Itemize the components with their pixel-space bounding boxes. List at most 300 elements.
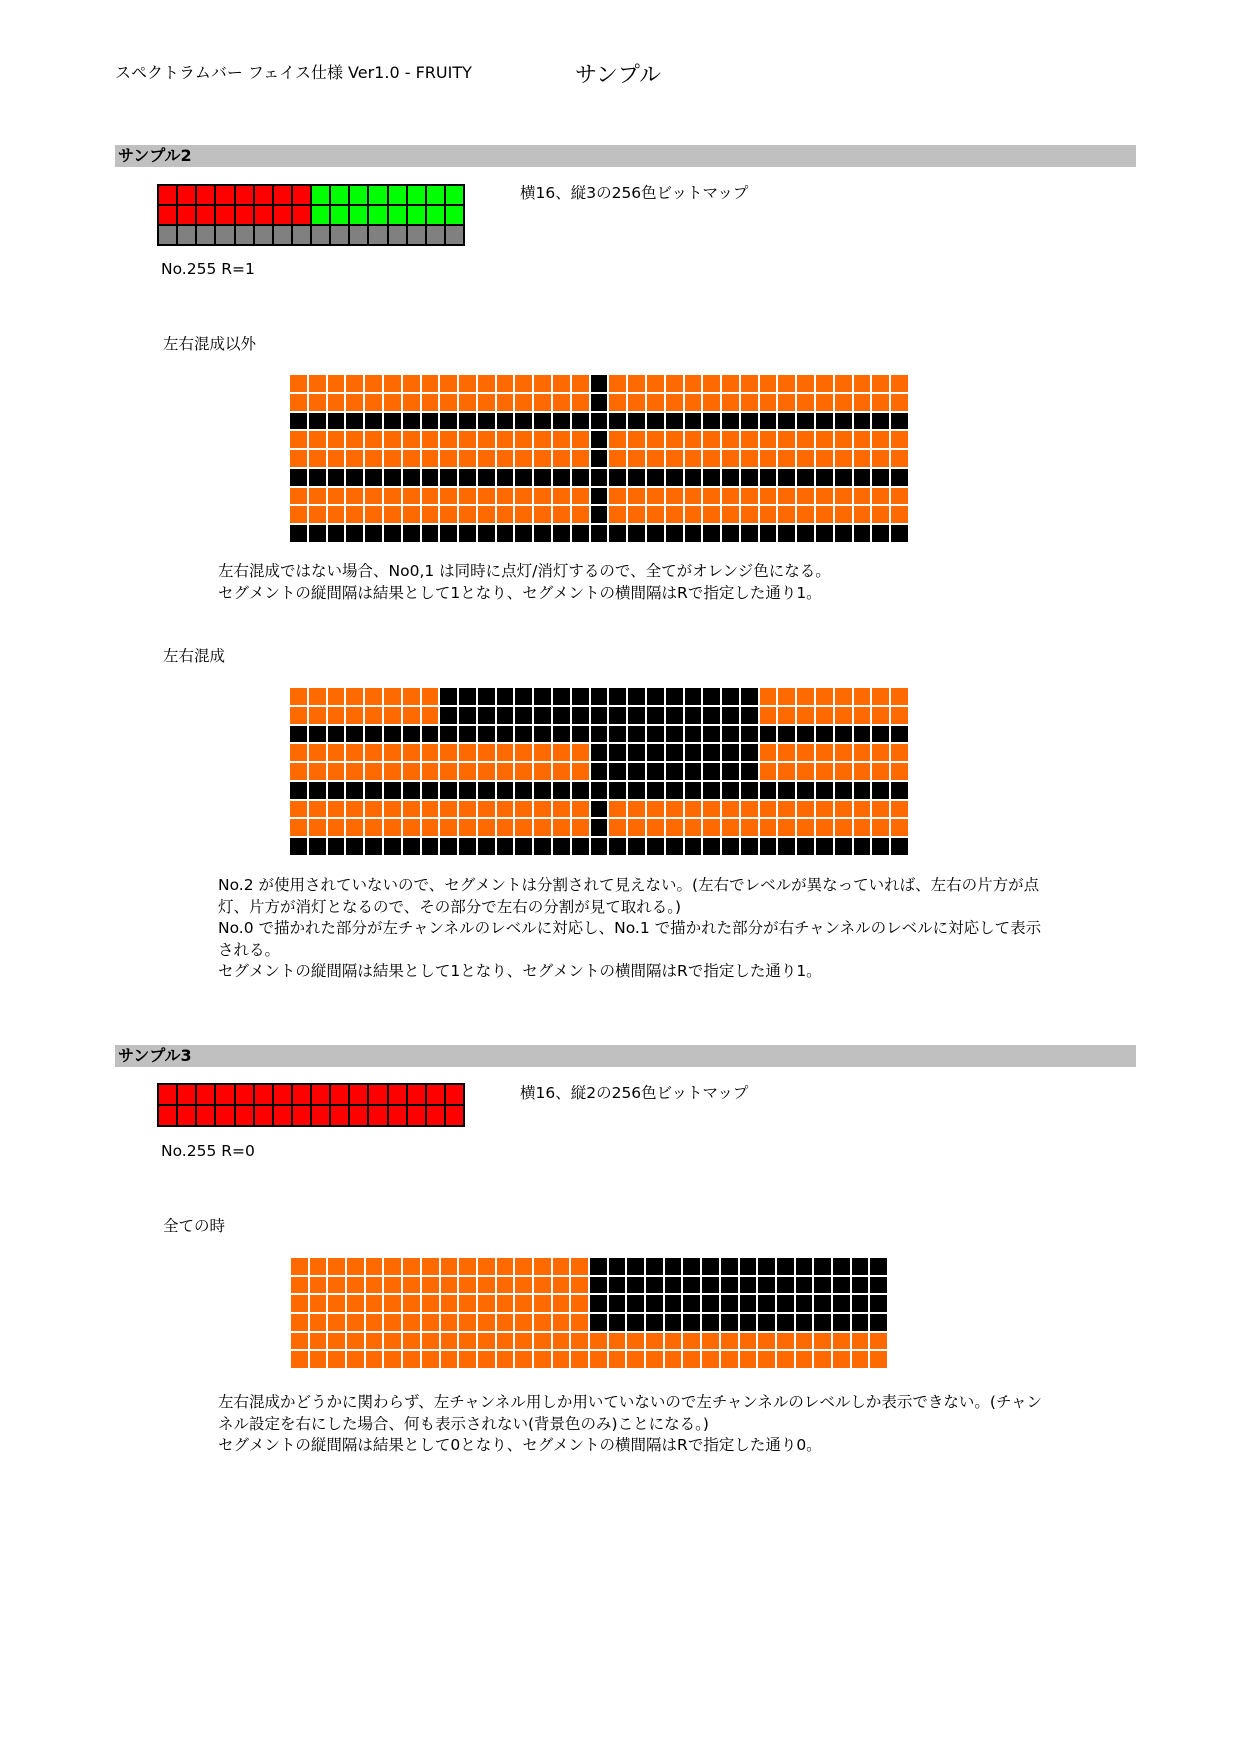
segment-cell <box>572 763 589 780</box>
segment-cell <box>365 394 382 411</box>
segment-cell <box>403 450 420 467</box>
text-line: 左右混成ではない場合、No0,1 は同時に点灯/消灯するので、全てがオレンジ色になる。 <box>218 562 831 580</box>
segment-cell <box>290 688 307 705</box>
segment-cell <box>365 488 382 505</box>
segment-cell <box>685 506 702 523</box>
segment-cell <box>854 431 871 448</box>
segment-cell <box>178 1106 195 1125</box>
segment-cell <box>835 688 852 705</box>
segment-cell <box>459 801 476 818</box>
segment-cell <box>609 469 626 486</box>
segment-cell <box>478 744 495 761</box>
text-line: ネル設定を右にした場合、何も表示されない(背景色のみ)ことになる。) <box>218 1414 709 1433</box>
segment-cell <box>869 1277 888 1294</box>
segment-cell <box>421 1258 440 1275</box>
segment-cell <box>328 450 345 467</box>
segment-cell <box>534 688 551 705</box>
segment-cell <box>628 838 645 855</box>
segment-cell <box>440 819 457 836</box>
segment-cell <box>440 469 457 486</box>
text-line: No.2 が使用されていないので、セグメントは分割されて見えない。(左右でレベルが異なっていれば、左右の片方が点 <box>218 876 1040 894</box>
segment-cell <box>797 525 814 542</box>
segment-cell <box>553 763 570 780</box>
segment-cell <box>197 186 214 204</box>
segment-cell <box>383 1314 402 1331</box>
segment-cell <box>703 375 720 392</box>
segment-cell <box>760 469 777 486</box>
segment-cell <box>797 688 814 705</box>
segment-cell <box>533 1277 552 1294</box>
segment-cell <box>422 431 439 448</box>
segment-cell <box>645 1333 664 1350</box>
segment-cell <box>309 782 326 799</box>
segment-cell <box>346 726 363 743</box>
segment-cell <box>178 186 195 204</box>
sample3-bitmap-desc: 横16、縦2の256色ビットマップ <box>520 1084 749 1102</box>
segment-cell <box>328 469 345 486</box>
segment-cell <box>757 1277 776 1294</box>
segment-cell <box>872 525 889 542</box>
segment-cell <box>778 801 795 818</box>
segment-cell <box>427 1106 444 1125</box>
segment-cell <box>534 838 551 855</box>
segment-cell <box>760 506 777 523</box>
segment-cell <box>458 1277 477 1294</box>
segment-cell <box>422 450 439 467</box>
segment-cell <box>440 801 457 818</box>
segment-cell <box>309 819 326 836</box>
segment-cell <box>365 744 382 761</box>
segment-cell <box>797 726 814 743</box>
segment-cell <box>446 186 463 204</box>
segment-cell <box>722 431 739 448</box>
segment-cell <box>290 394 307 411</box>
segment-cell <box>851 1295 870 1312</box>
segment-cell <box>835 838 852 855</box>
segment-cell <box>422 726 439 743</box>
segment-cell <box>739 1258 758 1275</box>
segment-cell <box>666 819 683 836</box>
segment-cell <box>403 707 420 724</box>
segment-cell <box>478 431 495 448</box>
segment-cell <box>369 1085 386 1104</box>
segment-cell <box>647 707 664 724</box>
segment-cell <box>478 469 495 486</box>
segment-cell <box>331 186 348 204</box>
segment-cell <box>776 1351 795 1368</box>
segment-cell <box>572 744 589 761</box>
segment-cell <box>216 1085 233 1104</box>
segment-cell <box>290 801 307 818</box>
document-title: スペクトラムバー フェイス仕様 Ver1.0 - FRUITY <box>115 63 472 82</box>
text-line: No.0 で描かれた部分が左チャンネルのレベルに対応し、No.1 で描かれた部分が右チャンネルのレベルに対応して表示 <box>218 919 1042 937</box>
segment-cell <box>312 1085 329 1104</box>
segment-cell <box>608 1351 627 1368</box>
segment-cell <box>159 226 176 244</box>
segment-cell <box>891 431 908 448</box>
segment-cell <box>703 782 720 799</box>
segment-cell <box>572 801 589 818</box>
segment-cell <box>421 1351 440 1368</box>
segment-cell <box>497 488 514 505</box>
segment-cell <box>293 186 310 204</box>
segment-cell <box>384 394 401 411</box>
segment-cell <box>816 488 833 505</box>
segment-cell <box>515 431 532 448</box>
segment-cell <box>290 726 307 743</box>
segment-cell <box>533 1258 552 1275</box>
segment-cell <box>312 186 329 204</box>
segment-cell <box>497 431 514 448</box>
segment-cell <box>666 763 683 780</box>
segment-cell <box>628 525 645 542</box>
segment-cell <box>854 450 871 467</box>
segment-cell <box>309 707 326 724</box>
segment-cell <box>685 763 702 780</box>
segment-cell <box>458 1314 477 1331</box>
segment-cell <box>797 394 814 411</box>
segment-cell <box>835 782 852 799</box>
segment-cell <box>647 506 664 523</box>
segment-cell <box>703 431 720 448</box>
segment-cell <box>365 375 382 392</box>
segment-cell <box>720 1333 739 1350</box>
segment-cell <box>739 1351 758 1368</box>
segment-cell <box>608 1333 627 1350</box>
segment-cell <box>350 186 367 204</box>
segment-cell <box>664 1258 683 1275</box>
segment-cell <box>757 1295 776 1312</box>
segment-cell <box>515 506 532 523</box>
segment-cell <box>534 819 551 836</box>
segment-cell <box>835 525 852 542</box>
segment-cell <box>891 782 908 799</box>
segment-cell <box>346 450 363 467</box>
segment-cell <box>383 1277 402 1294</box>
segment-cell <box>312 226 329 244</box>
segment-cell <box>647 469 664 486</box>
segment-cell <box>309 744 326 761</box>
segment-cell <box>591 838 608 855</box>
segment-cell <box>478 688 495 705</box>
segment-cell <box>891 413 908 430</box>
segment-cell <box>403 819 420 836</box>
segment-cell <box>553 488 570 505</box>
segment-cell <box>647 450 664 467</box>
segment-cell <box>553 838 570 855</box>
segment-cell <box>835 763 852 780</box>
segment-cell <box>478 488 495 505</box>
segment-cell <box>609 394 626 411</box>
segment-cell <box>722 744 739 761</box>
segment-cell <box>891 688 908 705</box>
segment-cell <box>346 688 363 705</box>
segment-cell <box>872 819 889 836</box>
segment-cell <box>459 707 476 724</box>
segment-cell <box>795 1333 814 1350</box>
segment-cell <box>312 1106 329 1125</box>
segment-cell <box>328 838 345 855</box>
segment-cell <box>741 506 758 523</box>
segment-cell <box>778 506 795 523</box>
segment-cell <box>572 819 589 836</box>
segment-cell <box>350 206 367 224</box>
sample2-section-label: サンプル2 <box>118 146 192 165</box>
segment-cell <box>572 688 589 705</box>
segment-cell <box>778 819 795 836</box>
segment-cell <box>402 1314 421 1331</box>
segment-cell <box>446 1085 463 1104</box>
segment-cell <box>609 488 626 505</box>
segment-cell <box>422 782 439 799</box>
segment-cell <box>589 1258 608 1275</box>
segment-cell <box>422 525 439 542</box>
segment-cell <box>816 413 833 430</box>
text-line: 灯、片方が消灯となるので、その部分で左右の分割が見て取れる。) <box>218 897 681 916</box>
segment-cell <box>384 707 401 724</box>
segment-cell <box>741 707 758 724</box>
segment-cell <box>421 1277 440 1294</box>
segment-cell <box>255 226 272 244</box>
segment-cell <box>459 394 476 411</box>
segment-cell <box>255 1085 272 1104</box>
segment-cell <box>421 1295 440 1312</box>
segment-cell <box>647 688 664 705</box>
segment-cell <box>572 707 589 724</box>
segment-cell <box>816 688 833 705</box>
segment-cell <box>534 707 551 724</box>
segment-cell <box>591 707 608 724</box>
segment-cell <box>478 801 495 818</box>
segment-cell <box>872 744 889 761</box>
segment-cell <box>365 431 382 448</box>
segment-cell <box>346 801 363 818</box>
segment-cell <box>440 1351 459 1368</box>
segment-cell <box>682 1314 701 1331</box>
segment-cell <box>797 763 814 780</box>
text-line: セグメントの縦間隔は結果として1となり、セグメントの横間隔はRで指定した通り1。 <box>218 962 822 980</box>
segment-cell <box>851 1314 870 1331</box>
segment-cell <box>534 801 551 818</box>
segment-cell <box>741 744 758 761</box>
segment-cell <box>552 1277 571 1294</box>
segment-cell <box>664 1277 683 1294</box>
segment-cell <box>572 394 589 411</box>
segment-cell <box>854 506 871 523</box>
segment-cell <box>626 1333 645 1350</box>
segment-cell <box>741 413 758 430</box>
sample2-case1-display <box>290 375 908 542</box>
segment-cell <box>797 782 814 799</box>
segment-cell <box>515 525 532 542</box>
segment-cell <box>872 688 889 705</box>
segment-cell <box>440 413 457 430</box>
segment-cell <box>497 819 514 836</box>
segment-cell <box>647 726 664 743</box>
segment-cell <box>628 488 645 505</box>
segment-cell <box>459 431 476 448</box>
segment-cell <box>497 744 514 761</box>
segment-cell <box>496 1333 515 1350</box>
segment-cell <box>459 525 476 542</box>
segment-cell <box>477 1258 496 1275</box>
segment-cell <box>365 819 382 836</box>
segment-cell <box>778 838 795 855</box>
segment-cell <box>851 1277 870 1294</box>
segment-cell <box>647 838 664 855</box>
segment-cell <box>514 1333 533 1350</box>
segment-cell <box>626 1258 645 1275</box>
segment-cell <box>609 819 626 836</box>
segment-cell <box>293 206 310 224</box>
segment-cell <box>778 744 795 761</box>
segment-cell <box>701 1333 720 1350</box>
segment-cell <box>440 763 457 780</box>
segment-cell <box>328 525 345 542</box>
segment-cell <box>236 226 253 244</box>
segment-cell <box>797 469 814 486</box>
segment-cell <box>628 744 645 761</box>
segment-cell <box>459 413 476 430</box>
segment-cell <box>553 450 570 467</box>
segment-cell <box>255 1106 272 1125</box>
segment-cell <box>290 1333 309 1350</box>
segment-cell <box>553 782 570 799</box>
sample2-bitmap-desc: 横16、縦3の256色ビットマップ <box>520 184 749 202</box>
segment-cell <box>854 782 871 799</box>
segment-cell <box>760 394 777 411</box>
sample3-case-display <box>290 1258 888 1368</box>
segment-cell <box>591 726 608 743</box>
segment-cell <box>797 744 814 761</box>
segment-cell <box>403 413 420 430</box>
segment-cell <box>514 1295 533 1312</box>
segment-cell <box>328 763 345 780</box>
segment-cell <box>609 744 626 761</box>
segment-cell <box>403 838 420 855</box>
segment-cell <box>365 1258 384 1275</box>
segment-cell <box>497 782 514 799</box>
segment-cell <box>327 1277 346 1294</box>
segment-cell <box>515 819 532 836</box>
segment-cell <box>628 801 645 818</box>
segment-cell <box>290 525 307 542</box>
segment-cell <box>609 375 626 392</box>
sample2-params: No.255 R=1 <box>161 260 255 278</box>
segment-cell <box>553 431 570 448</box>
segment-cell <box>854 488 871 505</box>
segment-cell <box>854 525 871 542</box>
segment-cell <box>722 726 739 743</box>
segment-cell <box>365 763 382 780</box>
segment-cell <box>778 707 795 724</box>
segment-cell <box>609 782 626 799</box>
segment-cell <box>722 394 739 411</box>
segment-cell <box>515 763 532 780</box>
segment-cell <box>609 525 626 542</box>
segment-cell <box>591 688 608 705</box>
segment-cell <box>666 431 683 448</box>
segment-cell <box>703 688 720 705</box>
segment-cell <box>572 506 589 523</box>
segment-cell <box>274 1085 291 1104</box>
segment-cell <box>159 1085 176 1104</box>
sample3-source-bitmap <box>157 1083 465 1127</box>
segment-cell <box>440 488 457 505</box>
segment-cell <box>572 782 589 799</box>
segment-cell <box>255 206 272 224</box>
segment-cell <box>440 1314 459 1331</box>
segment-cell <box>682 1277 701 1294</box>
segment-cell <box>854 838 871 855</box>
segment-cell <box>647 763 664 780</box>
segment-cell <box>216 226 233 244</box>
segment-cell <box>384 506 401 523</box>
segment-cell <box>685 819 702 836</box>
segment-cell <box>384 782 401 799</box>
segment-cell <box>290 1351 309 1368</box>
segment-cell <box>609 506 626 523</box>
segment-cell <box>757 1333 776 1350</box>
segment-cell <box>497 688 514 705</box>
segment-cell <box>553 375 570 392</box>
segment-cell <box>365 413 382 430</box>
segment-cell <box>346 469 363 486</box>
segment-cell <box>664 1351 683 1368</box>
segment-cell <box>422 506 439 523</box>
segment-cell <box>365 782 382 799</box>
segment-cell <box>384 819 401 836</box>
segment-cell <box>891 819 908 836</box>
segment-cell <box>408 1085 425 1104</box>
segment-cell <box>703 707 720 724</box>
segment-cell <box>645 1277 664 1294</box>
segment-cell <box>365 838 382 855</box>
segment-cell <box>835 801 852 818</box>
segment-cell <box>534 488 551 505</box>
segment-cell <box>797 413 814 430</box>
segment-cell <box>478 782 495 799</box>
segment-cell <box>795 1314 814 1331</box>
segment-cell <box>422 413 439 430</box>
segment-cell <box>591 763 608 780</box>
segment-cell <box>741 838 758 855</box>
segment-cell <box>458 1295 477 1312</box>
segment-cell <box>328 413 345 430</box>
segment-cell <box>741 801 758 818</box>
segment-cell <box>290 838 307 855</box>
segment-cell <box>408 226 425 244</box>
segment-cell <box>328 744 345 761</box>
segment-cell <box>816 763 833 780</box>
segment-cell <box>427 206 444 224</box>
segment-cell <box>422 819 439 836</box>
segment-cell <box>813 1333 832 1350</box>
segment-cell <box>365 1314 384 1331</box>
segment-cell <box>682 1258 701 1275</box>
segment-cell <box>422 801 439 818</box>
segment-cell <box>478 450 495 467</box>
segment-cell <box>572 488 589 505</box>
segment-cell <box>891 707 908 724</box>
segment-cell <box>869 1333 888 1350</box>
segment-cell <box>666 688 683 705</box>
segment-cell <box>328 506 345 523</box>
segment-cell <box>647 525 664 542</box>
segment-cell <box>741 688 758 705</box>
segment-cell <box>872 450 889 467</box>
segment-cell <box>331 1085 348 1104</box>
